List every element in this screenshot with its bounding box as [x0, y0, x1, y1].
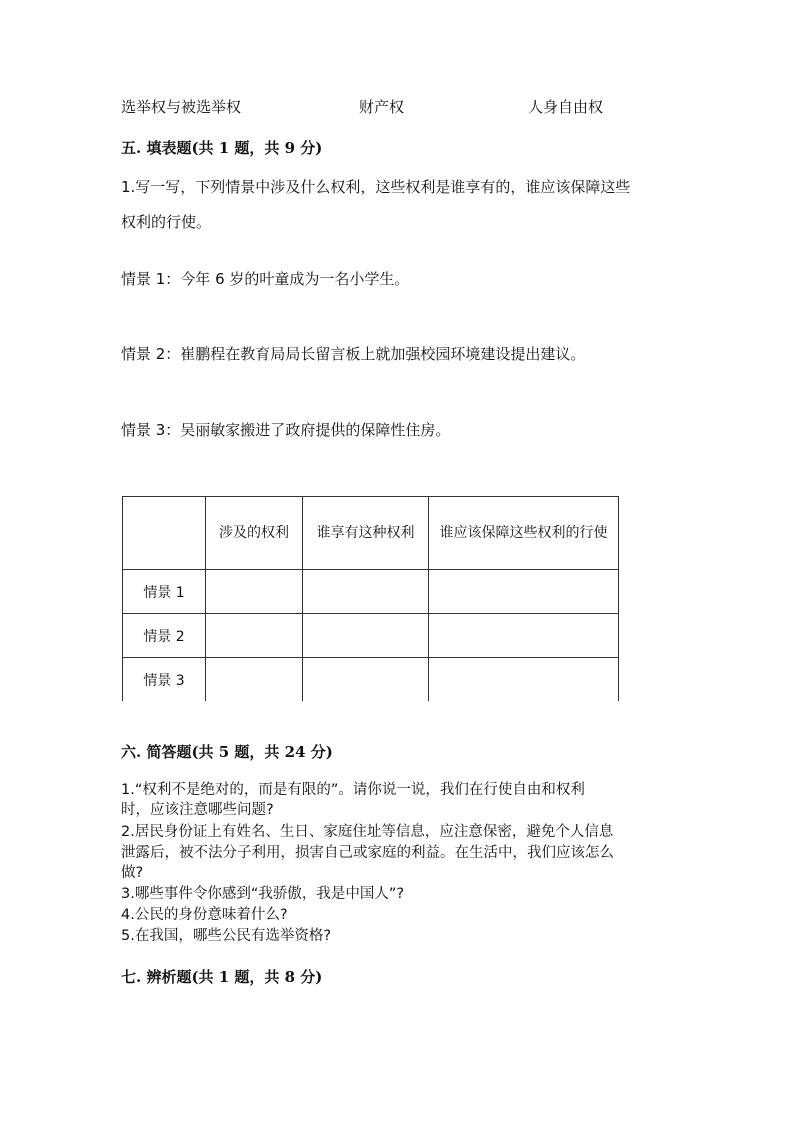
table-header-guarantor — [429, 497, 619, 570]
section6-heading: 六. 简答题(共 5 题，共 24 分) — [121, 743, 333, 761]
table-cell-blank[interactable] — [206, 658, 303, 702]
section6-q5: 5.在我国，哪些公民有选举资格? — [121, 928, 332, 944]
table-cell-blank[interactable] — [303, 614, 429, 658]
section5-q1-line1: 1.写一写，下列情景中涉及什么权利，这些权利是谁享有的，谁应该保障这些 — [121, 178, 631, 196]
table-cell-blank[interactable] — [303, 570, 429, 614]
table-cell-blank[interactable] — [429, 614, 619, 658]
section6-q2-line2: 泄露后，被不法分子利用，损害自己或家庭的利益。在生活中，我们应该怎么 — [121, 845, 614, 861]
table-row-label: 情景 2 — [123, 614, 206, 658]
option-property-rights: 财产权 — [359, 98, 405, 116]
table-header-holder: 谁享有这种权利 — [303, 497, 429, 570]
option-personal-freedom: 人身自由权 — [528, 98, 604, 116]
section5-heading: 五. 填表题(共 1 题，共 9 分) — [121, 139, 323, 157]
table-row-label: 情景 1 — [123, 570, 206, 614]
table-row — [123, 614, 619, 658]
table-cell-blank[interactable] — [206, 614, 303, 658]
scene-2-text: 情景 2：崔鹏程在教育局局长留言板上就加强校园环境建设提出建议。 — [121, 345, 586, 363]
scene-1-text: 情景 1：今年 6 岁的叶童成为一名小学生。 — [121, 270, 410, 288]
option-election-rights: 选举权与被选举权 — [121, 98, 242, 116]
table-cell-blank[interactable] — [429, 570, 619, 614]
scene-3-text: 情景 3：吴丽敏家搬进了政府提供的保障性住房。 — [121, 421, 451, 439]
section6-q4: 4.公民的身份意味着什么? — [121, 907, 288, 923]
section6-q3: 3.哪些事件令你感到“我骄傲，我是中国人”? — [121, 886, 405, 902]
table-row — [123, 570, 619, 614]
table-row-label: 情景 3 — [123, 658, 206, 702]
section6-q2-line3: 做? — [121, 865, 144, 881]
section7-heading: 七. 辨析题(共 1 题，共 8 分) — [121, 968, 323, 986]
table-cell-blank[interactable] — [206, 570, 303, 614]
table-row — [123, 658, 619, 702]
table-header-empty — [123, 497, 206, 570]
table-header-row — [123, 497, 619, 570]
table-cell-blank[interactable] — [429, 658, 619, 702]
section6-q1-line2: 时，应该注意哪些问题? — [121, 802, 274, 818]
section6-q2-line1: 2.居民身份证上有姓名、生日、家庭住址等信息，应注意保密，避免个人信息 — [121, 824, 614, 840]
section6-q1-line1: 1.“权利不是绝对的，而是有限的”。请你说一说，我们在行使自由和权利 — [121, 782, 585, 798]
table-header-rights: 涉及的权利 — [206, 497, 303, 570]
section5-q1-line2: 权利的行使。 — [121, 213, 212, 231]
rights-table — [122, 496, 619, 701]
table-header-guarantor-text: 谁应该保障这些权利的行使 — [439, 524, 608, 541]
table-cell-blank[interactable] — [303, 658, 429, 702]
